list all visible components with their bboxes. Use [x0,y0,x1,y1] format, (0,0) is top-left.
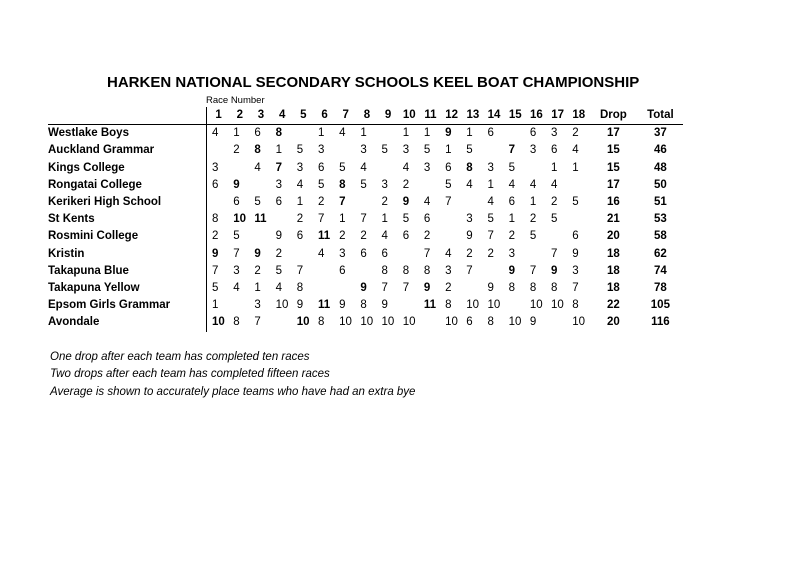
race-score: 6 [233,196,240,209]
team-name: Rongatai College [48,178,142,191]
race-score: 3 [551,127,558,140]
race-score: 7 [381,282,388,295]
race-score: 7 [423,247,431,260]
race-score: 1 [423,127,431,140]
race-score: 2 [508,230,516,243]
race-score: 9 [254,247,261,260]
race-score: 8 [381,264,388,277]
race-score: 9 [551,264,558,277]
race-score: 5 [233,230,240,243]
race-score [250,177,271,194]
race-score: 3 [466,213,473,226]
table-row [48,142,683,159]
race-score: 2 [317,196,325,209]
race-score: 4 [423,196,431,209]
race-score [378,160,399,177]
race-score: 9 [360,282,367,295]
race-score: 4 [466,178,473,191]
race-score: 5 [360,178,367,191]
race-score: 3 [275,178,282,191]
race-score: 7 [212,264,219,277]
race-score: 5 [572,196,579,209]
table-row [48,228,683,245]
race-score: 7 [551,247,558,260]
race-score: 6 [551,144,558,157]
race-score: 7 [508,144,516,157]
race-score: 5 [381,144,388,157]
race-header-12: 12 [441,107,462,125]
race-score: 9 [275,230,282,243]
drop-value: 16 [606,196,620,209]
race-score: 1 [551,161,558,174]
race-score: 10 [296,316,310,329]
race-score: 7 [445,196,452,209]
race-score [293,246,314,263]
race-score [526,246,547,263]
race-score: 2 [339,230,346,243]
race-score: 6 [254,127,261,140]
race-score [229,297,250,314]
race-score [547,314,568,331]
race-score: 4 [529,178,537,191]
race-score: 8 [402,264,410,277]
race-header-17: 17 [547,107,568,125]
race-score: 6 [360,247,367,260]
race-score: 8 [296,282,304,295]
race-score: 3 [233,264,240,277]
race-score [462,194,483,211]
race-score [420,177,441,194]
race-score: 5 [466,144,473,157]
race-score: 1 [296,196,304,209]
race-score: 5 [254,196,261,209]
race-score: 3 [445,264,452,277]
race-score: 7 [466,264,473,277]
race-score: 9 [212,247,219,260]
race-score: 1 [339,213,346,226]
race-score: 10 [572,316,585,329]
race-score: 5 [275,264,282,277]
race-score: 6 [487,127,494,140]
race-header-11: 11 [420,107,441,125]
race-score: 4 [212,127,219,140]
team-name: Kristin [48,247,85,260]
race-score: 3 [423,161,431,174]
total-value: 48 [653,161,667,174]
total-value: 116 [651,316,670,329]
race-score [272,314,293,331]
race-score: 2 [572,127,579,140]
race-score: 5 [529,230,537,243]
race-score: 2 [466,247,473,260]
race-score: 5 [508,161,516,174]
race-score: 1 [529,196,537,209]
race-score: 9 [423,282,431,295]
drop-value: 15 [606,144,620,157]
race-score: 9 [466,230,473,243]
total-value: 62 [653,247,667,260]
race-score: 9 [402,196,410,209]
race-score: 7 [487,230,494,243]
team-name: Westlake Boys [48,127,129,140]
table-row [48,314,683,331]
race-header-2: 2 [229,107,250,125]
race-score: 7 [317,213,325,226]
race-score: 11 [317,299,331,312]
drop-value: 20 [606,316,620,329]
race-score: 4 [508,178,516,191]
race-score [356,263,377,280]
race-score: 4 [381,230,388,243]
team-column-header [48,107,207,125]
table-row [48,297,683,314]
race-score: 1 [233,127,240,140]
race-score [441,211,462,228]
drop-value: 17 [606,178,620,191]
results-body [48,125,683,332]
race-header-4: 4 [272,107,293,125]
race-score: 2 [551,196,558,209]
race-score [335,142,356,159]
race-score: 4 [254,161,261,174]
race-score [483,142,504,159]
race-score: 1 [487,178,494,191]
table-header-row [48,107,683,125]
race-score: 4 [317,247,325,260]
race-score: 9 [487,282,494,295]
race-score: 3 [381,178,388,191]
drop-value: 18 [606,282,620,295]
race-score: 10 [445,316,458,329]
race-score: 8 [529,282,537,295]
race-header-6: 6 [314,107,335,125]
total-value: 74 [653,264,667,277]
page-title: HARKEN NATIONAL SECONDARY SCHOOLS KEEL BOAT CHAMPIONSHIP [107,74,640,91]
race-score: 7 [572,282,579,295]
race-score: 4 [275,282,282,295]
team-name: Epsom Girls Grammar [48,299,171,312]
race-score [378,125,399,143]
race-score: 10 [275,299,289,312]
race-score: 6 [529,127,537,140]
race-score [526,160,547,177]
race-score [462,280,483,297]
race-score: 2 [423,230,431,243]
race-score: 1 [445,144,452,157]
race-score: 10 [487,299,501,312]
race-score [399,297,420,314]
race-score: 8 [508,282,516,295]
note-line: Average is shown to accurately place teams who have had an extra bye [50,385,416,398]
race-header-5: 5 [293,107,314,125]
race-score: 3 [296,161,304,174]
drop-column-header: Drop [589,107,637,125]
race-score: 1 [317,127,325,140]
race-score: 10 [360,316,374,329]
race-score: 6 [445,161,452,174]
race-score: 1 [572,161,579,174]
race-score [420,314,441,331]
total-value: 51 [653,196,667,209]
race-score: 2 [296,213,304,226]
race-score: 2 [212,230,219,243]
race-header-16: 16 [526,107,547,125]
notes [50,349,415,401]
race-score: 5 [423,144,431,157]
team-name: Auckland Grammar [48,144,155,157]
race-score: 2 [381,196,388,209]
drop-value: 15 [606,161,620,174]
race-score: 4 [339,127,346,140]
race-score: 5 [212,282,219,295]
race-score: 11 [423,299,437,312]
race-score: 7 [233,247,240,260]
race-score [335,280,356,297]
race-score: 8 [254,144,261,157]
race-score [441,228,462,245]
drop-value: 21 [606,213,620,226]
race-score: 9 [445,127,452,140]
race-score: 8 [551,282,558,295]
race-score: 1 [402,127,410,140]
race-score: 6 [466,316,473,329]
race-score: 1 [212,299,219,312]
race-score [568,211,589,228]
total-value: 50 [653,178,667,191]
race-score: 9 [572,247,579,260]
race-score: 7 [275,161,282,174]
race-score [314,280,335,297]
race-score: 10 [466,299,480,312]
race-header-9: 9 [378,107,399,125]
race-score: 1 [254,282,261,295]
race-score: 9 [296,299,304,312]
race-score: 6 [572,230,579,243]
race-score: 6 [317,161,325,174]
race-score: 7 [360,213,367,226]
race-score [356,194,377,211]
race-score: 1 [360,127,367,140]
race-score: 2 [445,282,452,295]
race-score: 2 [402,178,410,191]
team-name: Kerikeri High School [48,196,162,209]
race-score: 3 [508,247,516,260]
race-score: 4 [360,161,367,174]
race-score: 5 [445,178,452,191]
race-header-1: 1 [208,107,229,125]
race-score [272,211,293,228]
race-score: 5 [317,178,325,191]
note-line: One drop after each team has completed ten races [50,351,310,363]
race-score: 5 [402,213,410,226]
race-score: 2 [487,247,494,260]
race-score: 6 [275,196,282,209]
drop-value: 17 [606,127,620,140]
race-score: 4 [402,161,410,174]
race-score: 1 [381,213,388,226]
team-name: Takapuna Blue [48,264,129,277]
race-score: 8 [275,127,282,140]
race-score: 11 [254,213,267,226]
race-score: 6 [423,213,431,226]
race-header-18: 18 [568,107,589,125]
race-score: 1 [466,127,473,140]
race-score: 5 [296,144,304,157]
race-score: 8 [339,178,346,191]
race-header-15: 15 [505,107,526,125]
race-score: 3 [487,161,494,174]
race-header-8: 8 [356,107,377,125]
race-score: 6 [508,196,516,209]
race-score: 10 [212,316,225,329]
race-score: 8 [466,161,473,174]
race-score: 6 [402,230,410,243]
race-score: 2 [275,247,282,260]
drop-value: 22 [606,299,620,312]
race-header-13: 13 [462,107,483,125]
race-score [208,142,229,159]
team-name: Takapuna Yellow [48,282,140,295]
race-header-3: 3 [250,107,271,125]
race-score: 4 [233,282,240,295]
race-score: 3 [212,161,219,174]
race-score: 1 [508,213,516,226]
race-score [505,297,526,314]
race-score: 7 [529,264,537,277]
race-score: 9 [233,178,240,191]
race-score: 11 [317,230,331,243]
race-score: 3 [572,264,579,277]
drop-value: 20 [606,230,620,243]
race-score: 4 [551,178,558,191]
race-score: 2 [233,144,240,157]
drop-value: 18 [606,264,620,277]
race-score [293,125,314,143]
race-score: 7 [402,282,410,295]
race-score: 2 [254,264,261,277]
race-score: 4 [572,144,579,157]
race-score: 8 [233,316,240,329]
race-score: 9 [508,264,516,277]
race-score: 6 [381,247,388,260]
race-score [505,125,526,143]
race-score [547,228,568,245]
race-number-label: Race Number [206,95,265,106]
race-score: 7 [339,196,346,209]
race-score: 3 [254,299,261,312]
race-score: 6 [212,178,219,191]
table-row [48,246,683,263]
race-score: 7 [254,316,261,329]
race-score [229,160,250,177]
team-name: Kings College [48,161,125,174]
race-score [483,263,504,280]
race-score [208,194,229,211]
race-score: 9 [339,299,346,312]
total-value: 46 [653,144,667,157]
table-row [48,280,683,297]
race-score: 3 [317,144,325,157]
table-row [48,160,683,177]
team-name: St Kents [48,213,95,226]
race-score [399,246,420,263]
race-score: 4 [445,247,452,260]
race-score: 5 [339,161,346,174]
race-score: 1 [275,144,282,157]
race-score: 5 [487,213,494,226]
race-score: 10 [233,213,246,226]
table-row [48,125,683,143]
race-score: 5 [551,213,558,226]
table-row [48,194,683,211]
race-score: 8 [360,299,367,312]
race-score: 8 [423,264,431,277]
team-name: Avondale [48,316,100,329]
race-score: 10 [402,316,416,329]
table-row [48,211,683,228]
race-score: 2 [529,213,537,226]
race-score: 8 [445,299,452,312]
race-score: 8 [572,299,579,312]
race-score: 2 [360,230,367,243]
total-value: 37 [653,127,667,140]
race-score [250,228,271,245]
race-score: 10 [551,299,564,312]
race-score: 4 [296,178,304,191]
race-score: 8 [487,316,494,329]
race-score: 9 [529,316,537,329]
race-score: 10 [381,316,395,329]
race-score [568,177,589,194]
total-value: 78 [653,282,667,295]
total-value: 53 [653,213,667,226]
race-header-10: 10 [399,107,420,125]
total-column-header: Total [637,107,683,125]
race-score: 7 [296,264,304,277]
race-score: 3 [529,144,537,157]
table-row [48,177,683,194]
race-score: 9 [381,299,388,312]
race-header-14: 14 [483,107,504,125]
race-score: 6 [339,264,346,277]
race-score: 10 [339,316,352,329]
race-score [314,263,335,280]
race-score: 4 [487,196,494,209]
drop-value: 18 [606,247,620,260]
team-name: Rosmini College [48,230,139,243]
race-score: 8 [212,213,219,226]
race-score: 10 [529,299,543,312]
race-score: 6 [296,230,304,243]
race-score: 3 [402,144,410,157]
total-value: 105 [650,299,670,312]
results-table [48,107,683,332]
race-score: 8 [317,316,325,329]
table-row [48,263,683,280]
race-score: 3 [360,144,367,157]
total-value: 58 [653,230,667,243]
race-header-7: 7 [335,107,356,125]
note-line: Two drops after each team has completed fifteen races [50,368,330,381]
race-score: 3 [339,247,346,260]
race-score: 10 [508,316,522,329]
